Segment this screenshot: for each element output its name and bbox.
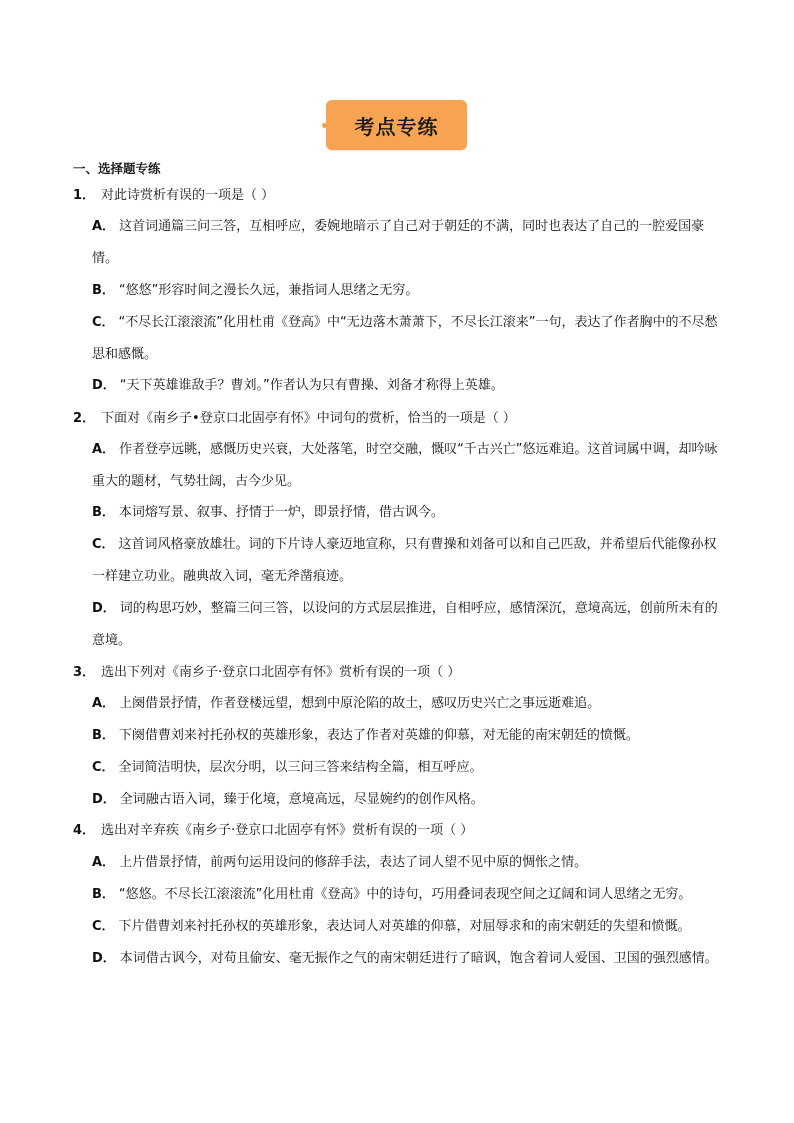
question-3 — [73, 664, 460, 682]
banner-title: 考点专练 — [326, 100, 467, 150]
option-key: D． — [92, 951, 116, 966]
option-text: 上阕借景抒情，作者登楼远望，想到中原沦陷的故土，感叹历史兴亡之事远逝难追。 — [119, 696, 601, 711]
option-2d — [92, 593, 728, 656]
option-key: A． — [92, 442, 116, 457]
option-text: 本词借古讽今，对苟且偷安、毫无振作之气的南宋朝廷进行了暗讽，饱含着词人爱国、卫国的强烈感情。 — [119, 951, 718, 966]
option-key: D． — [92, 601, 116, 616]
option-text: 词的构思巧妙，整篇三问三答，以设问的方式层层推进，自相呼应，感情深沉，意境高远，创前所未有的意境。 — [92, 601, 718, 648]
option-4c — [92, 911, 728, 943]
option-key: B． — [92, 283, 115, 298]
option-key: C． — [92, 760, 115, 775]
option-1a — [92, 211, 728, 274]
question-number: 2． — [73, 411, 96, 426]
option-text: 这首词通篇三问三答，互相呼应，委婉地暗示了自己对于朝廷的不满，同时也表达了自己的一腔爱国豪情。 — [92, 219, 705, 266]
option-key: D． — [92, 792, 116, 807]
question-1 — [73, 187, 274, 205]
option-key: C． — [92, 315, 115, 330]
question-stem: 选出对辛弃疾《南乡子·登京口北固亭有怀》赏析有误的一项（ ） — [101, 823, 474, 838]
question-4 — [73, 822, 473, 840]
question-stem: 对此诗赏析有误的一项是（ ） — [101, 188, 275, 203]
option-key: C． — [92, 919, 115, 934]
question-stem: 下面对《南乡子•登京口北固亭有怀》中词句的赏析，恰当的一项是（ ） — [101, 411, 516, 426]
option-key: D． — [92, 378, 116, 393]
option-1b — [92, 275, 728, 307]
option-key: B． — [92, 505, 115, 520]
option-text: 作者登亭远眺，感慨历史兴衰，大处落笔，时空交融，慨叹“千古兴亡”悠远难追。这首词属中调，却吟咏重大的题材，气势壮阔，古今少见。 — [92, 442, 718, 489]
option-key: B． — [92, 887, 115, 902]
option-text: “不尽长江滚滚流”化用杜甫《登高》中“无边落木萧萧下，不尽长江滚来”一句，表达了作者胸中的不尽愁思和感慨。 — [92, 315, 718, 362]
option-4d — [92, 943, 728, 975]
option-text: “悠悠”形容时间之漫长久远，兼指词人思绪之无穷。 — [118, 283, 419, 298]
option-text: 下片借曹刘来衬托孙权的英雄形象，表达词人对英雄的仰慕，对屈辱求和的南宋朝廷的失望和愤慨。 — [118, 919, 691, 934]
question-stem: 选出下列对《南乡子·登京口北固亭有怀》赏析有误的一项（ ） — [101, 665, 461, 680]
option-1d — [92, 370, 728, 402]
option-text: 下阕借曹刘来衬托孙权的英雄形象，表达了作者对英雄的仰慕，对无能的南宋朝廷的愤慨。 — [118, 728, 639, 743]
option-key: A． — [92, 855, 116, 870]
question-2 — [73, 410, 516, 428]
option-text: “悠悠。不尽长江滚滚流”化用杜甫《登高》中的诗句，巧用叠词表现空间之辽阔和词人思绪之无穷。 — [118, 887, 692, 902]
option-3c — [92, 752, 728, 784]
option-text: 本词熔写景、叙事、抒情于一炉，即景抒情，借古讽今。 — [118, 505, 444, 520]
option-text: 全词融古语入词，臻于化境，意境高远，尽显婉约的创作风格。 — [119, 792, 484, 807]
option-text: 这首词风格豪放雄壮。词的下片诗人豪迈地宣称，只有曹操和刘备可以和自己匹敌，并希望后代能像孙权一样建立功业。融典故入词，毫无斧凿痕迹。 — [92, 537, 717, 584]
option-2a — [92, 434, 728, 497]
option-4a — [92, 847, 728, 879]
option-text: 全词简洁明快，层次分明，以三问三答来结构全篇，相互呼应。 — [118, 760, 483, 775]
option-3d — [92, 784, 728, 816]
option-text: “天下英雄谁敌手？曹刘。”作者认为只有曹操、刘备才称得上英雄。 — [119, 378, 504, 393]
question-number: 1． — [73, 188, 96, 203]
section-title: 一、选择题专练 — [73, 161, 161, 176]
option-key: A． — [92, 219, 116, 234]
option-3b — [92, 720, 728, 752]
option-2c — [92, 529, 728, 592]
option-key: A． — [92, 696, 116, 711]
question-number: 4． — [73, 823, 96, 838]
question-number: 3． — [73, 665, 96, 680]
option-key: B． — [92, 728, 115, 743]
option-3a — [92, 688, 728, 720]
option-1c — [92, 307, 728, 370]
option-text: 上片借景抒情，前两句运用设问的修辞手法，表达了词人望不见中原的惆怅之情。 — [119, 855, 588, 870]
title-banner — [322, 100, 468, 151]
option-4b — [92, 879, 728, 911]
option-key: C． — [92, 537, 115, 552]
option-2b — [92, 497, 728, 529]
